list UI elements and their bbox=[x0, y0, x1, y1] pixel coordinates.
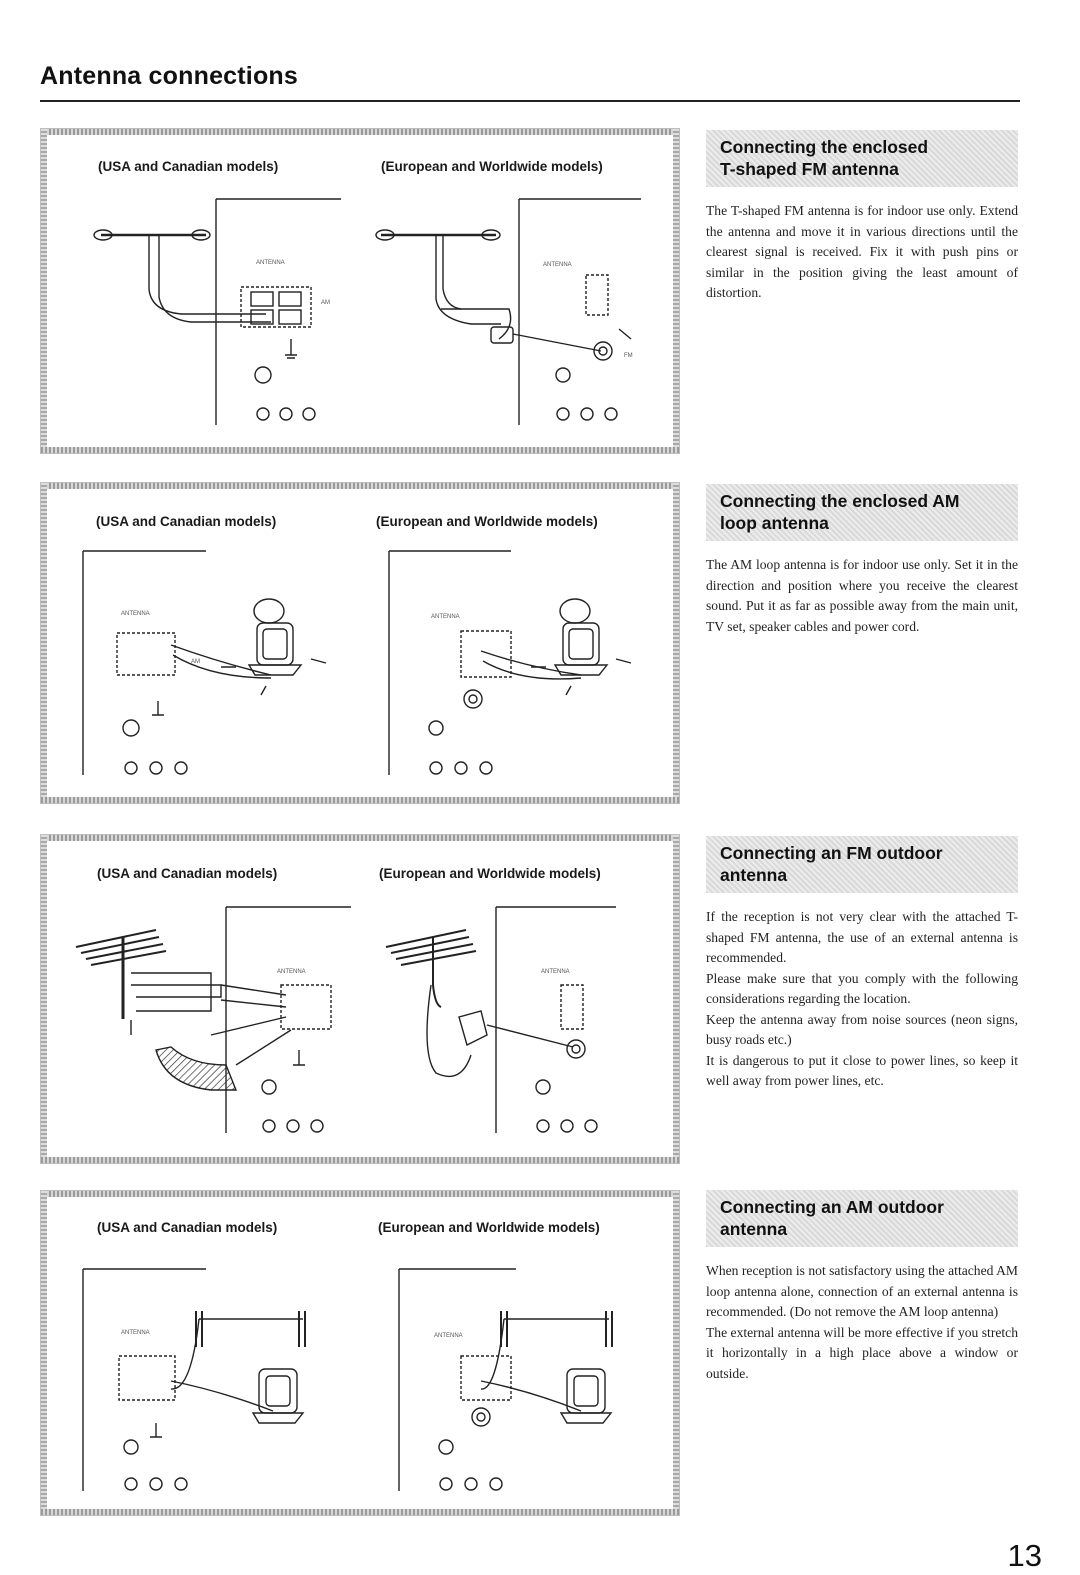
diagram-panel-am-loop bbox=[40, 482, 680, 804]
section-fm-outdoor bbox=[706, 836, 1018, 1092]
am-outdoor-diagram bbox=[41, 1191, 680, 1516]
section-paragraph: When reception is not satisfactory using the attached AM loop antenna alone, connection of an external antenna is recommended. (Do not remove the AM loop antenna) bbox=[706, 1263, 1018, 1319]
label-antenna: ANTENNA bbox=[277, 969, 306, 975]
section-heading: Connecting an AM outdoor antenna bbox=[706, 1190, 1018, 1247]
caption-europe: (European and Worldwide models) bbox=[379, 866, 601, 881]
label-antenna: ANTENNA bbox=[121, 1330, 150, 1336]
caption-europe: (European and Worldwide models) bbox=[381, 159, 603, 174]
fm-indoor-diagram bbox=[41, 129, 680, 454]
section-paragraph: The external antenna will be more effective if you stretch it horizontally in a high place above a window or outside. bbox=[706, 1324, 1018, 1381]
section-am-outdoor bbox=[706, 1190, 1018, 1384]
caption-usa: (USA and Canadian models) bbox=[98, 159, 279, 174]
section-paragraph: It is dangerous to put it close to power lines, so keep it well away from power lines, etc. bbox=[706, 1052, 1018, 1088]
section-paragraph: If the reception is not very clear with the attached T-shaped FM antenna, the use of an external antenna is recommended. bbox=[706, 909, 1018, 965]
section-paragraph: The AM loop antenna is for indoor use only. Set it in the direction and position where you receive the clearest sound. Put it as far as possible away from the main unit, TV set, speaker cables and power cord. bbox=[706, 557, 1018, 634]
page-number: 13 bbox=[1007, 1538, 1042, 1573]
label-antenna: ANTENNA bbox=[431, 614, 460, 620]
label-fm: FM bbox=[624, 353, 633, 359]
label-antenna: ANTENNA bbox=[541, 969, 570, 975]
caption-usa: (USA and Canadian models) bbox=[96, 514, 277, 529]
page-title: Antenna connections bbox=[40, 62, 298, 90]
section-heading: Connecting an FM outdoor antenna bbox=[706, 836, 1018, 893]
caption-usa: (USA and Canadian models) bbox=[97, 866, 278, 881]
section-heading: Connecting the enclosed AM loop antenna bbox=[706, 484, 1018, 541]
section-fm-tshaped bbox=[706, 130, 1018, 304]
title-rule bbox=[40, 100, 1020, 102]
section-paragraph: Please make sure that you comply with the following considerations regarding the location. bbox=[706, 970, 1018, 1006]
section-am-loop bbox=[706, 484, 1018, 637]
label-antenna: ANTENNA bbox=[434, 1333, 463, 1339]
diagram-panel-am-outdoor bbox=[40, 1190, 680, 1516]
caption-usa: (USA and Canadian models) bbox=[97, 1220, 278, 1235]
am-loop-diagram bbox=[41, 483, 680, 804]
section-heading: Connecting the enclosed T-shaped FM antenna bbox=[706, 130, 1018, 187]
caption-europe: (European and Worldwide models) bbox=[378, 1220, 600, 1235]
fm-outdoor-diagram bbox=[41, 835, 680, 1164]
diagram-panel-fm-outdoor bbox=[40, 834, 680, 1164]
section-paragraph: Keep the antenna away from noise sources (neon signs, busy roads etc.) bbox=[706, 1011, 1018, 1047]
label-antenna: ANTENNA bbox=[543, 262, 572, 268]
label-am: AM bbox=[321, 300, 330, 306]
section-paragraph: The T-shaped FM antenna is for indoor use only. Extend the antenna and move it in various directions until the clearest signal is received. Fix it with push pins or similar in the position giving the least amount of distortion. bbox=[706, 203, 1018, 300]
caption-europe: (European and Worldwide models) bbox=[376, 514, 598, 529]
label-antenna: ANTENNA bbox=[121, 611, 150, 617]
diagram-panel-fm-indoor bbox=[40, 128, 680, 454]
label-am: AM bbox=[191, 659, 200, 665]
label-antenna: ANTENNA bbox=[256, 260, 285, 266]
